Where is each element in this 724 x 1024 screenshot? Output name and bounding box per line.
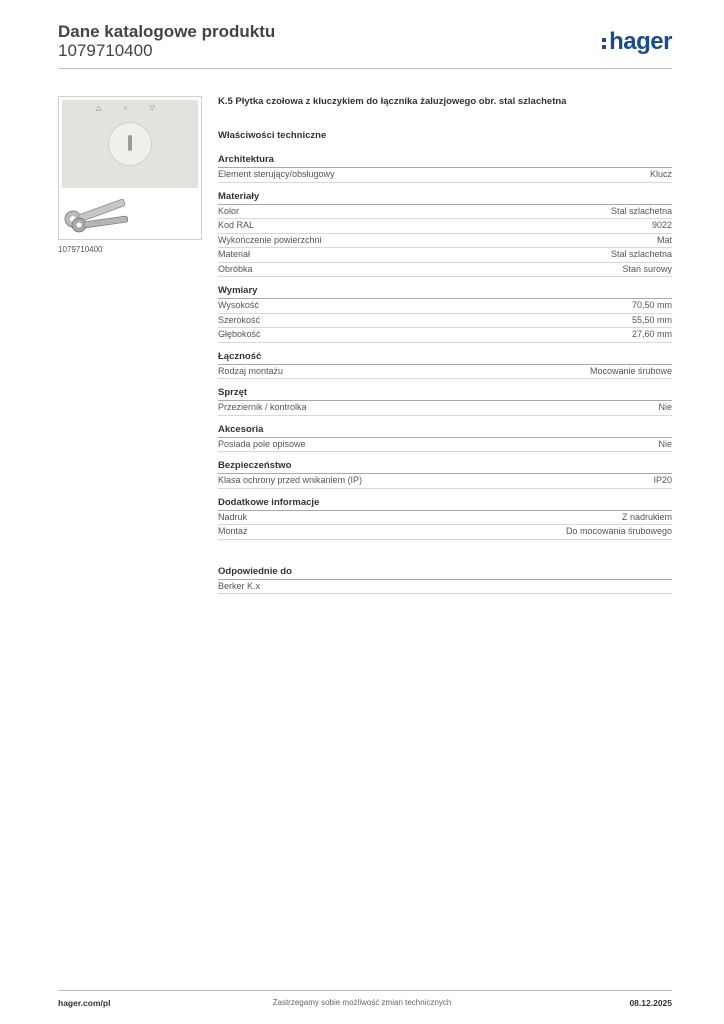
property-value: Nie <box>658 402 672 412</box>
property-label: Przeziernik / kontrolka <box>218 402 307 412</box>
property-label: Obróbka <box>218 263 253 274</box>
property-value: 55,50 mm <box>631 314 672 325</box>
article-number: 1079710400 <box>58 41 153 60</box>
property-label: Rodzaj montażu <box>218 365 284 376</box>
header-divider <box>58 68 672 69</box>
property-row <box>218 234 672 249</box>
section-title: Dodatkowe informacje <box>218 497 672 511</box>
logo-text: hager <box>609 28 672 55</box>
property-value: Mat <box>656 234 672 245</box>
section-title: Bezpieczeństwo <box>218 460 672 474</box>
property-row <box>218 299 672 314</box>
section-0 <box>218 154 672 183</box>
property-row <box>218 168 672 183</box>
footer-date: 08.12.2025 <box>629 998 672 1008</box>
property-label: Element sterujący/obsługowy <box>218 169 335 179</box>
property-sections <box>218 154 672 540</box>
property-label: Klasa ochrony przed wnikaniem (IP) <box>218 475 363 485</box>
logo-dots-icon <box>602 36 607 50</box>
section-title: Wymiary <box>218 285 672 299</box>
document-title: Dane katalogowe produktu <box>58 22 276 41</box>
property-value: 70,50 mm <box>631 300 672 310</box>
suitable-for-value: Berker K.x <box>218 580 261 591</box>
section-1 <box>218 191 672 278</box>
section-3 <box>218 351 672 380</box>
properties-heading: Właściwości techniczne <box>218 130 327 141</box>
property-label: Materiał <box>218 249 251 259</box>
property-value: Z nadrukiem <box>621 511 672 522</box>
property-row <box>218 525 672 540</box>
property-value: Stal szlachetna <box>610 205 672 216</box>
footer-disclaimer: Zastrzegamy sobie możliwość zmian technicznych <box>272 998 452 1007</box>
property-row <box>218 511 672 526</box>
property-value: Stal szlachetna <box>610 249 672 259</box>
property-row <box>218 205 672 220</box>
product-image <box>58 96 202 240</box>
property-value: Do mocowania śrubowego <box>565 526 672 536</box>
section-title: Akcesoria <box>218 424 672 438</box>
image-caption: 1079710400 <box>58 245 103 254</box>
property-row <box>218 401 672 416</box>
section-title: Architektura <box>218 154 672 168</box>
cover-plate-picture <box>62 100 198 188</box>
property-label: Kod RAL <box>218 220 255 230</box>
property-label: Montaż <box>218 526 248 536</box>
product-name: K.5 Płytka czołowa z kluczykiem do łącznika żaluzjowego obr. stal szlachetna <box>218 96 567 107</box>
property-label: Posiada pole opisowe <box>218 438 306 449</box>
section-5 <box>218 424 672 453</box>
property-value: Klucz <box>649 169 672 179</box>
property-row <box>218 314 672 329</box>
suitable-for-section <box>218 566 672 595</box>
section-2 <box>218 285 672 343</box>
property-value: Stan surowy <box>622 263 672 274</box>
property-value: Mocowanie śrubowe <box>589 365 672 376</box>
hager-logo <box>602 28 672 56</box>
property-value: Nie <box>658 438 672 449</box>
plate-arrows: △ ○ ▽ <box>96 105 165 112</box>
property-label: Nadruk <box>218 511 248 522</box>
property-label: Wysokość <box>218 300 259 310</box>
property-label: Wykończenie powierzchni <box>218 234 322 245</box>
property-row <box>218 474 672 489</box>
footer-divider <box>58 990 672 991</box>
property-row <box>218 248 672 263</box>
property-label: Szerokość <box>218 314 261 325</box>
property-value: 9022 <box>651 220 672 230</box>
keyhole-icon <box>128 135 132 151</box>
property-label: Głębokość <box>218 329 261 339</box>
page-header <box>58 22 672 70</box>
property-row <box>218 328 672 343</box>
suitable-for-item <box>218 580 672 595</box>
property-value: IP20 <box>653 475 672 485</box>
keys-icon <box>63 189 133 235</box>
property-row <box>218 365 672 380</box>
property-label: Kolor <box>218 205 240 216</box>
section-title: Materiały <box>218 191 672 205</box>
section-7 <box>218 497 672 540</box>
property-row <box>218 219 672 234</box>
section-title: Sprzęt <box>218 387 672 401</box>
property-value: 27,60 mm <box>631 329 672 339</box>
section-title: Odpowiednie do <box>218 566 672 580</box>
section-4 <box>218 387 672 416</box>
key-knob <box>108 122 152 166</box>
footer-website: hager.com/pl <box>58 998 111 1008</box>
section-title: Łączność <box>218 351 672 365</box>
section-6 <box>218 460 672 489</box>
technical-data <box>218 96 672 594</box>
property-row <box>218 438 672 453</box>
property-row <box>218 263 672 278</box>
